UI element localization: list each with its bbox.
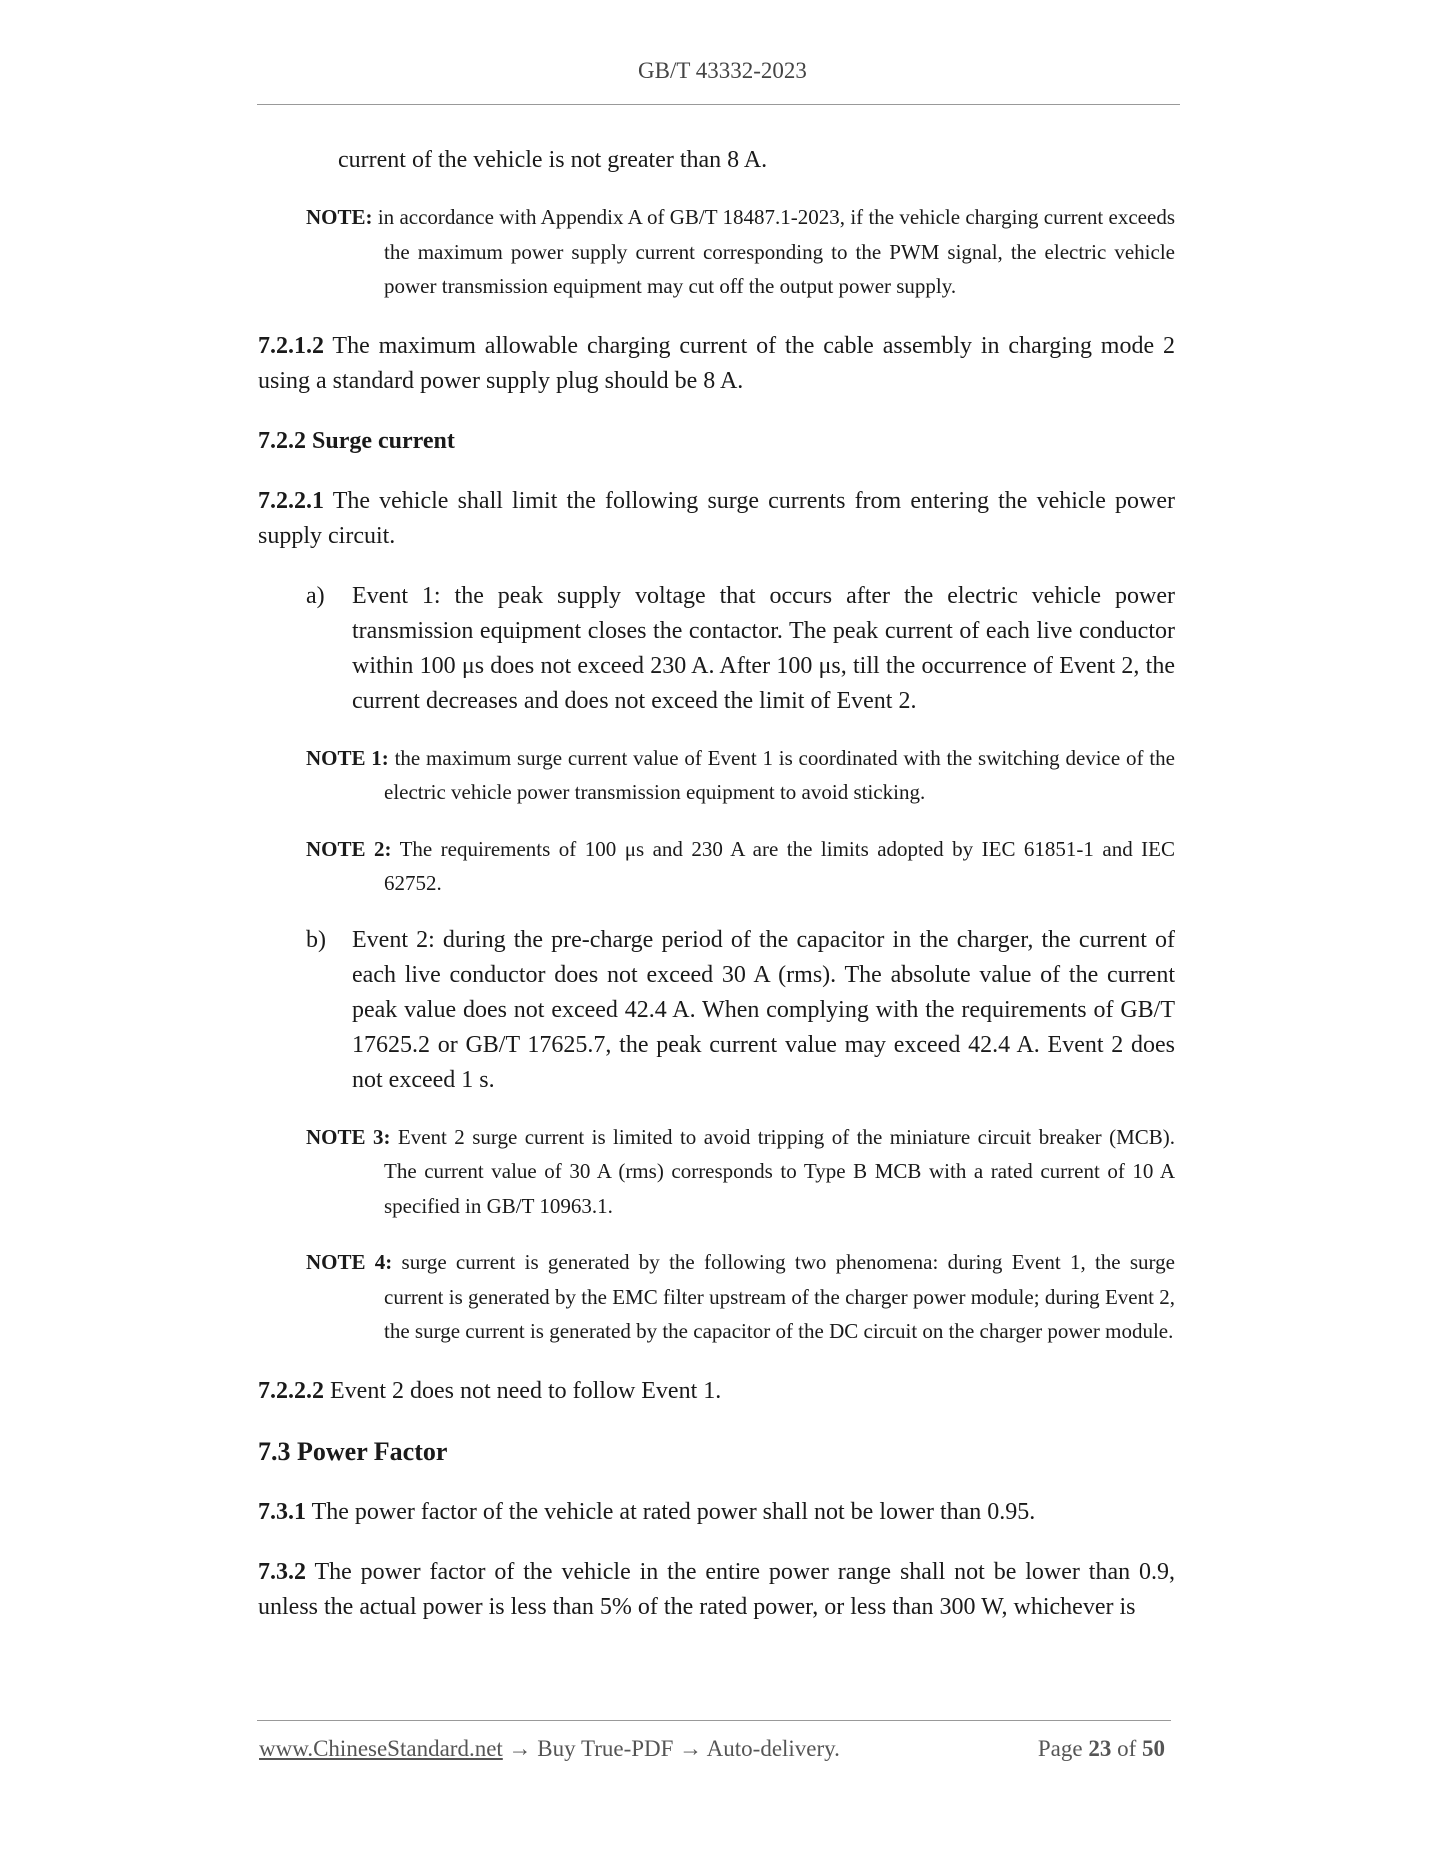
note-text: The requirements of 100 μs and 230 A are the limits adopted by IEC 61851-1 and IEC 62752. [384,836,1175,895]
note [258,200,1175,304]
note-text: the maximum surge current value of Event 1 is coordinated with the switching device of the electric vehicle power transmission equipment to avoid sticking. [384,745,1175,804]
site-link[interactable]: www.ChineseStandard.net [259,1736,503,1761]
section-heading-7-3: 7.3 Power Factor [258,1436,448,1466]
clause-7-3-2 [258,1555,1175,1625]
list-item-text: Event 2: during the pre-charge period of the capacitor in the charger, the current of each live conductor does not exceed 30 A (rms). The absolute value of the current peak value does not exceed 42.4 A. When complying with the requirements of GB/T 17625.2 or GB/T 17625.7, the peak current value may exceed 42.4 A. Event 2 does not exceed 1 s. [352,926,1175,1093]
clause-number: 7.3.1 [258,1498,306,1525]
note-label: NOTE: [306,205,373,229]
footer-tagline: → Buy True-PDF → Auto-delivery. [502,1736,840,1761]
note-text: surge current is generated by the following two phenomena: during Event 1, the surge current is generated by the EMC filter upstream of the charger power module; during Event 2, the surge current is generated by the capacitor of the DC circuit on the charger power module. [384,1250,1175,1343]
clause-7-3-1 [258,1495,1175,1530]
list-item-b [258,923,1175,1098]
page-label: Page [1037,1736,1083,1761]
page-number [1038,1736,1165,1762]
of-label: of [1117,1736,1137,1761]
note-label: NOTE 2: [306,836,392,861]
list-marker: b) [306,926,326,953]
note-text: Event 2 surge current is limited to avoid tripping of the miniature circuit breaker (MCB). The current value of 30 A (rms) corresponds to Type B MCB with a rated current of 10 A specified in GB/T 10963.1. [384,1124,1175,1218]
document-body [258,143,1175,1625]
clause-number: 7.3.2 [258,1558,306,1585]
clause-text: The power factor of the vehicle in the entire power range shall not be lower than 0.9, unless the actual power is less than 5% of the rated power, or less than 300 W, whichever is [258,1558,1175,1620]
section-heading-7-2-2: 7.2.2 Surge current [258,427,455,454]
continued-paragraph: current of the vehicle is not greater than 8 A. [338,147,768,173]
clause-number: 7.2.2.2 [258,1377,324,1404]
note-label: NOTE 3: [306,1124,391,1149]
current-page: 23 [1088,1736,1112,1761]
note-label: NOTE 1: [306,745,389,770]
list-marker: a) [306,582,325,609]
clause-text: The vehicle shall limit the following surge currents from entering the vehicle power supply circuit. [258,487,1175,549]
page-header: GB/T 43332-2023 [638,58,807,83]
note-text: in accordance with Appendix A of GB/T 18487.1-2023, if the vehicle charging current exceeds the maximum power supply current corresponding to the PWM signal, the electric vehicle power transmission equipment may cut off the output power supply. [372,205,1175,298]
note-4 [258,1245,1175,1349]
clause-7-2-1-2 [258,329,1175,399]
page-footer [259,1736,1165,1762]
note-label: NOTE 4: [306,1250,393,1274]
list-item-text: Event 1: the peak supply voltage that occurs after the electric vehicle power transmission equipment closes the contactor. The peak current of each live conductor within 100 μs does not exceed 230 A. After 100 μs, till the occurrence of Event 2, the current decreases and does not exceed the limit of Event 2. [352,582,1175,714]
clause-text: Event 2 does not need to follow Event 1. [324,1377,722,1404]
clause-7-2-2-2 [258,1374,1175,1409]
header-divider [257,104,1180,105]
note-3 [258,1120,1175,1224]
total-pages: 50 [1142,1736,1165,1761]
clause-7-2-2-1 [258,484,1175,554]
list-item-a [258,579,1175,719]
note-1 [258,741,1175,810]
clause-text: The power factor of the vehicle at rated power shall not be lower than 0.95. [306,1498,1036,1525]
clause-number: 7.2.2.1 [258,487,324,514]
clause-text: The maximum allowable charging current of the cable assembly in charging mode 2 using a standard power supply plug should be 8 A. [258,332,1175,394]
footer-divider [257,1720,1171,1721]
clause-number: 7.2.1.2 [258,332,324,359]
note-2 [258,832,1175,901]
